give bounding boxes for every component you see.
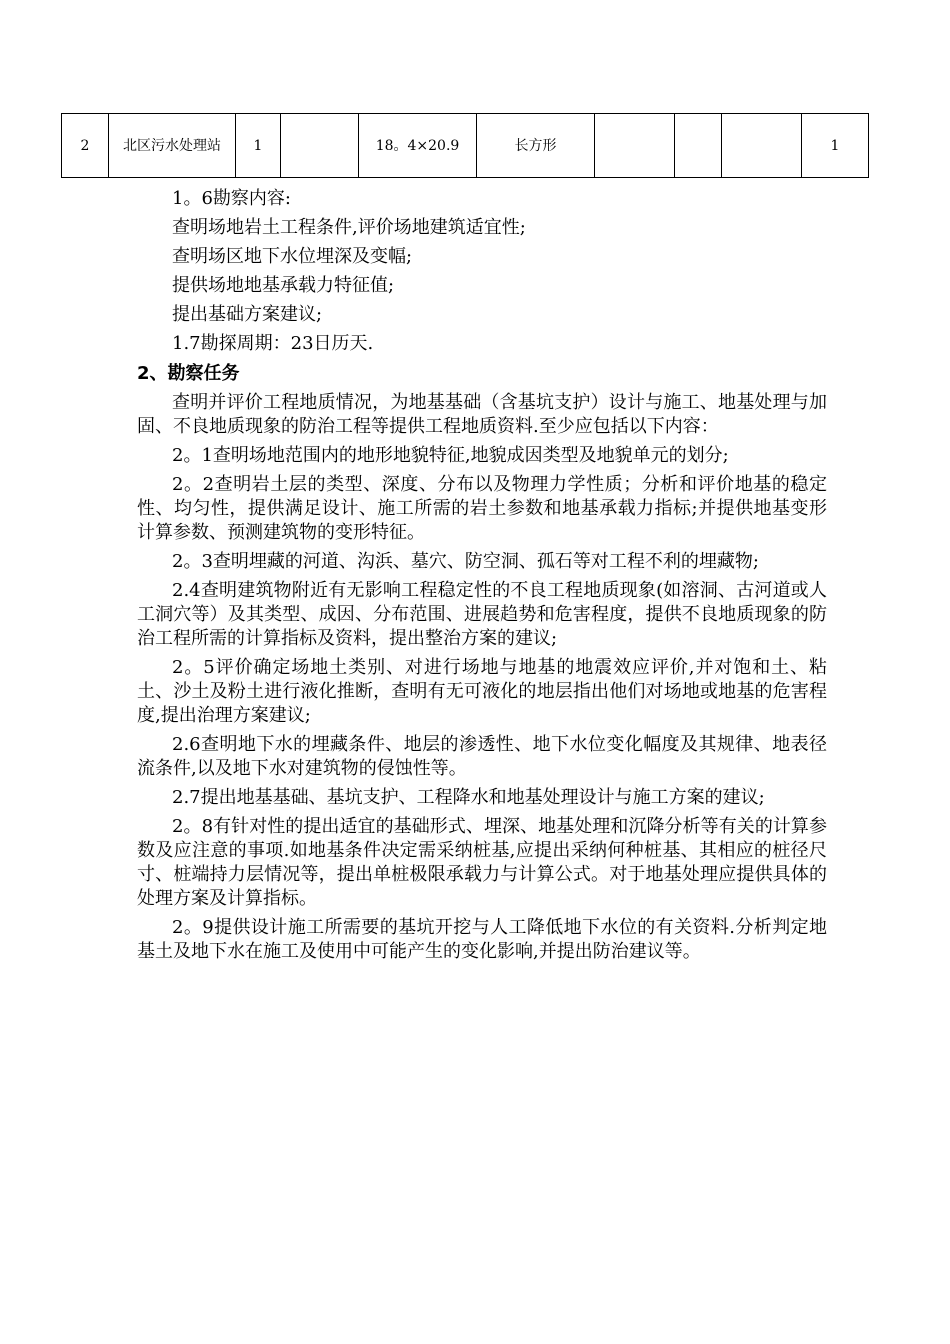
table-cell-shape: 长方形 [477, 114, 595, 178]
task-item: 2。8有针对性的提出适宜的基础形式、埋深、地基处理和沉降分析等有关的计算参数及应注意的事项.如地基条件决定需采纳桩基,应提出采纳何种桩基、其相应的桩径尺寸、桩端持力层情况等，提出单桩极限承载力与计算公式。对于地基处理应提供具体的处理方案及计算指标。 [137, 816, 827, 909]
table-cell-count: 1 [236, 114, 281, 178]
task-item: 2。1查明场地范围内的地形地貌特征,地貌成因类型及地貌单元的划分; [172, 445, 729, 466]
section-1-6-title: 1。6勘察内容: [172, 188, 291, 209]
section-2-heading: 2、勘察任务 [137, 363, 240, 384]
task-item: 2.7提出地基基础、基坑支护、工程降水和地基处理设计与施工方案的建议; [172, 787, 765, 808]
table-cell-empty [281, 114, 359, 178]
table-cell-name: 北区污水处理站 [109, 114, 236, 178]
list-item: 提供场地地基承载力特征值; [172, 275, 395, 296]
list-item: 查明场区地下水位埋深及变幅; [172, 246, 413, 267]
table-row [62, 114, 869, 178]
list-item: 查明场地岩土工程条件,评价场地建筑适宜性; [172, 217, 526, 238]
task-item: 2。9提供设计施工所需要的基坑开挖与人工降低地下水位的有关资料.分析判定地基土及地下水在施工及使用中可能产生的变化影响,并提出防治建议等。 [137, 917, 827, 962]
task-item: 2.4查明建筑物附近有无影响工程稳定性的不良工程地质现象(如溶洞、古河道或人工洞穴等）及其类型、成因、分布范围、进展趋势和危害程度，提供不良地质现象的防治工程所需的计算指标及资料，提出整治方案的建议; [137, 580, 827, 649]
task-item: 2。3查明埋藏的河道、沟浜、墓穴、防空洞、孤石等对工程不利的埋藏物; [172, 551, 759, 572]
project-table [61, 113, 869, 178]
task-item: 2。5评价确定场地土类别、对进行场地与地基的地震效应评价,并对饱和土、粘土、沙土及粉土进行液化推断，查明有无可液化的地层指出他们对场地或地基的危害程度,提出治理方案建议; [137, 657, 827, 726]
document-body [137, 184, 857, 969]
list-item: 提出基础方案建议; [172, 304, 323, 325]
section-1-7-title: 1.7勘探周期：23日历天. [172, 333, 374, 354]
task-item: 2.6查明地下水的埋藏条件、地层的渗透性、地下水位变化幅度及其规律、地表径流条件,以及地下水对建筑物的侵蚀性等。 [137, 734, 827, 779]
task-item: 2。2查明岩土层的类型、深度、分布以及物理力学性质；分析和评价地基的稳定性、均匀性，提供满足设计、施工所需的岩土参数和地基承载力指标;并提供地基变形计算参数、预测建筑物的变形特征。 [137, 474, 827, 543]
table-cell-empty [722, 114, 802, 178]
table-cell-size: 18。4×20.9 [359, 114, 477, 178]
section-2-intro: 查明并评价工程地质情况，为地基基础（含基坑支护）设计与施工、地基处理与加固、不良地质现象的防治工程等提供工程地质资料.至少应包括以下内容： [137, 392, 827, 437]
table-cell-index: 2 [62, 114, 109, 178]
table-cell-empty [595, 114, 675, 178]
table-cell-empty [675, 114, 722, 178]
table-cell-total: 1 [802, 114, 869, 178]
